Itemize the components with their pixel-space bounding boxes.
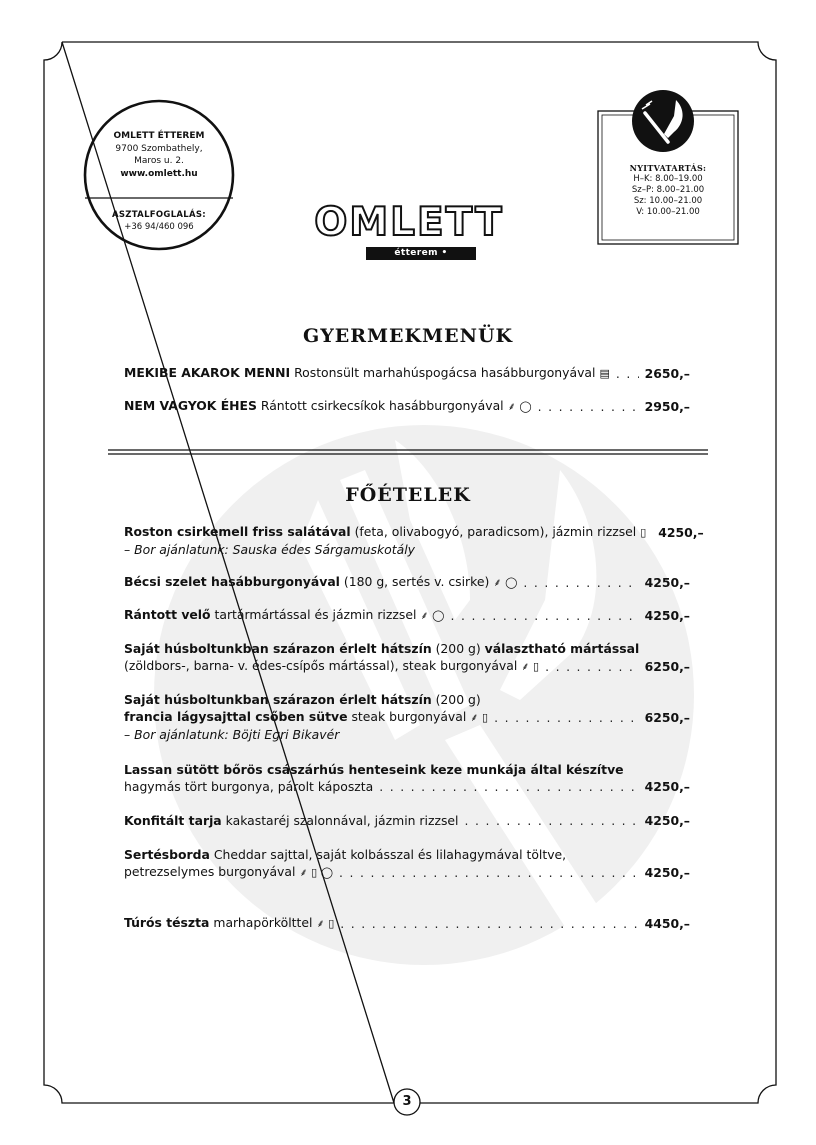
item-name: NEM VAGYOK ÉHES — [124, 398, 257, 413]
leader-dots — [340, 915, 638, 932]
item-price: 4250,– — [644, 779, 690, 794]
item-name: Túrós tészta — [124, 915, 210, 930]
allergen-gluten-egg-icon: ⸙ ◯ — [420, 609, 445, 622]
item-price: 6250,– — [644, 659, 690, 674]
item-price: 4450,– — [644, 916, 690, 931]
allergen-milk-icon: ▯ — [640, 526, 647, 539]
item-price: 2950,– — [644, 399, 690, 414]
restaurant-name: OMLETT ÉTTEREM — [113, 131, 205, 141]
item-name: Bécsi szelet hasábburgonyával — [124, 574, 340, 589]
menu-item — [124, 640, 690, 675]
item-description: tartármártással és jázmin rizzsel — [214, 607, 417, 622]
menu-item — [124, 761, 690, 795]
item-name: Sertésborda — [124, 847, 210, 862]
leader-dots — [465, 812, 639, 829]
item-description: steak burgonyával — [351, 709, 467, 724]
item-name: Saját húsboltunkban szárazon érlelt hátszín — [124, 692, 432, 707]
hours-line: V: 10.00–21.00 — [636, 207, 700, 217]
item-price: 4250,– — [644, 865, 690, 880]
item-description: (zöldbors-, barna- v. édes-csípős mártással), steak burgonyával — [124, 658, 518, 673]
item-description: Rostonsült marhahúspogácsa hasábburgonyával — [294, 365, 596, 380]
menu-item — [124, 523, 704, 558]
menu-item — [124, 606, 690, 624]
hours-line: H–K: 8.00–19.00 — [633, 174, 703, 184]
leader-dots — [339, 864, 639, 881]
page-number: 3 — [402, 1094, 412, 1109]
item-name: Saját húsboltunkban szárazon érlelt hátszín — [124, 641, 432, 656]
leader-dots — [450, 607, 638, 624]
leader-dots — [616, 365, 639, 382]
item-price: 4250,– — [644, 813, 690, 828]
menu-item — [124, 364, 690, 382]
menu-item — [124, 397, 690, 415]
item-price: 4250,– — [644, 575, 690, 590]
item-weight: (200 g) — [435, 641, 481, 656]
leader-dots — [545, 658, 639, 675]
item-price: 4250,– — [644, 608, 690, 623]
leader-dots — [494, 709, 639, 726]
item-description: Rántott csirkecsíkok hasábburgonyával — [260, 398, 504, 413]
allergen-gluten-milk-icon: ⸙ ▯ — [521, 660, 540, 673]
hours-label: NYITVATARTÁS: — [629, 163, 707, 173]
allergen-gluten-egg-icon: ⸙ ◯ — [493, 576, 518, 589]
item-name-cont: francia lágysajttal csőben sütve — [124, 709, 348, 724]
item-price: 2650,– — [644, 366, 690, 381]
reservation-label: ASZTALFOGLALÁS: — [111, 210, 206, 220]
item-description: marhapörkölttel — [213, 915, 313, 930]
leader-dots — [538, 398, 639, 415]
allergen-gluten-milk-egg-icon: ⸙ ▯ ◯ — [299, 866, 334, 879]
item-name-cont: választható mártással — [484, 641, 640, 656]
leader-dots — [379, 778, 638, 795]
hours-line: Sz: 10.00–21.00 — [633, 196, 703, 206]
reservation-phone[interactable]: +36 94/460 096 — [124, 222, 194, 232]
item-description: (feta, olivabogyó, paradicsom), jázmin rizzsel — [354, 524, 637, 539]
address-line1: 9700 Szombathely, — [115, 144, 203, 154]
item-description-cont: petrezselymes burgonyával — [124, 864, 296, 879]
item-name: MEKIBE AKAROK MENNI — [124, 365, 291, 380]
item-description: kakastaréj szalonnával, jázmin rizzsel — [225, 813, 459, 828]
menu-item — [124, 812, 690, 829]
hours-line: Sz–P: 8.00–21.00 — [631, 185, 705, 195]
menu-item — [124, 914, 690, 932]
menu-item — [124, 846, 690, 881]
logo-subtitle: étterem • restaurant — [366, 247, 476, 260]
logo-name: OMLETT — [314, 200, 504, 245]
section-title-foetelek: FŐÉTELEK — [345, 484, 471, 506]
allergen-gluten-egg-icon: ⸙ ◯ — [507, 400, 532, 413]
address-line2: Maros u. 2. — [134, 156, 184, 166]
website-link[interactable]: www.omlett.hu — [120, 169, 198, 179]
wine-recommendation: – Bor ajánlatunk: Sauska édes Sárgamuskotály — [124, 542, 415, 557]
leader-dots — [523, 574, 638, 591]
opening-hours — [598, 111, 738, 244]
item-price: 6250,– — [644, 710, 690, 725]
item-price: 4250,– — [658, 525, 704, 540]
item-name: Rántott velő — [124, 607, 211, 622]
allergen-gluten-milk-icon: ⸙ ▯ — [316, 917, 335, 930]
item-name: Konfitált tarja — [124, 813, 222, 828]
section-title-gyermekmenuk: GYERMEKMENÜK — [302, 325, 514, 347]
menu-item — [124, 573, 690, 591]
item-name: Roston csirkemell friss salátával — [124, 524, 351, 539]
burger-icon: ▤ — [599, 367, 610, 380]
item-description: Cheddar sajttal, saját kolbásszal és lilahagymával töltve, — [213, 847, 567, 862]
item-description: hagymás tört burgonya, párolt káposzta — [124, 779, 374, 794]
item-name: Lassan sütött bőrös császárhús henteseink keze munkája által készítve — [124, 762, 624, 777]
wine-recommendation: – Bor ajánlatunk: Böjti Egri Bikavér — [124, 727, 340, 742]
contact-info — [84, 100, 234, 250]
menu-item — [124, 691, 690, 743]
item-description: (180 g, sertés v. csirke) — [343, 574, 490, 589]
allergen-gluten-milk-icon: ⸙ ▯ — [470, 711, 489, 724]
item-weight: (200 g) — [435, 692, 481, 707]
